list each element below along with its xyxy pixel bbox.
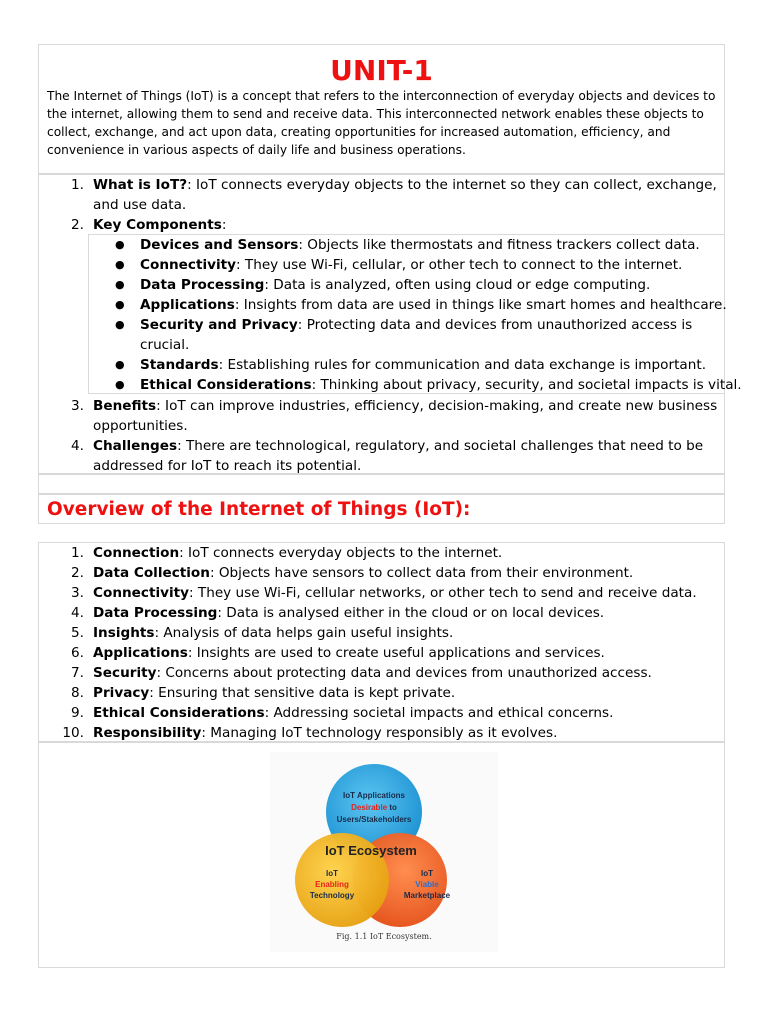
- technology-label-2: Enabling: [315, 880, 349, 889]
- list-text: : Addressing societal impacts and ethical concerns.: [264, 705, 614, 721]
- bullet-icon: ●: [115, 298, 125, 311]
- list-text: : They use Wi-Fi, cellular networks, or other tech to send and receive data.: [189, 585, 697, 601]
- list-term: Security: [93, 665, 157, 681]
- list-term: Connection: [93, 545, 180, 561]
- bullet-term: Applications: [140, 297, 235, 313]
- applications-label-3: Users/Stakeholders: [336, 815, 412, 824]
- technology-label-3: Technology: [309, 891, 355, 900]
- marketplace-label-3: Marketplace: [403, 891, 451, 900]
- bullet-text: : Establishing rules for communication and data exchange is important.: [218, 357, 707, 373]
- ecosystem-label: IoT Ecosystem: [325, 843, 417, 858]
- list-number: 2.: [71, 217, 84, 233]
- page-title: UNIT-1: [330, 54, 433, 87]
- intro-paragraph: The Internet of Things (IoT) is a concept that refers to the interconnection of everyday objects and devices to the internet, allowing them to send and receive data. This interconnected network enables these objects to collect, exchange, and act upon data, creating opportunities for increased automation, efficiency, and convenience in various aspects of daily life and business operations.: [47, 89, 716, 157]
- list-text: : Concerns about protecting data and devices from unauthorized access.: [156, 665, 652, 681]
- list-term: Challenges: [93, 438, 178, 454]
- list-text: : Managing IoT technology responsibly as it evolves.: [201, 725, 558, 741]
- list-number: 5.: [71, 625, 84, 641]
- bullet-term: Devices and Sensors: [140, 237, 299, 253]
- applications-label-2: Desirable to: [351, 803, 397, 812]
- list-term: Responsibility: [93, 725, 202, 741]
- list-number: 3.: [71, 585, 84, 601]
- list-text: : IoT connects everyday objects to the internet so they can collect, exchange,: [187, 177, 717, 193]
- list-text: : There are technological, regulatory, and societal challenges that need to be: [177, 438, 704, 454]
- list-text: : Objects have sensors to collect data from their environment.: [209, 565, 634, 581]
- list-text: :: [221, 217, 227, 233]
- list-text: opportunities.: [93, 418, 188, 434]
- list-number: 9.: [71, 705, 84, 721]
- bullet-text: crucial.: [140, 337, 190, 353]
- applications-label-1: IoT Applications: [343, 791, 405, 800]
- bullet-icon: ●: [115, 258, 125, 271]
- list-number: 10.: [62, 725, 84, 741]
- bullet-text: : They use Wi-Fi, cellular, or other tech to connect to the internet.: [236, 257, 683, 273]
- venn-diagram: [270, 752, 498, 932]
- list-term: Applications: [93, 645, 188, 661]
- list-text: : IoT can improve industries, efficiency, decision-making, and create new business: [156, 398, 718, 414]
- bullet-text: : Protecting data and devices from unauthorized access is: [297, 317, 693, 333]
- list-term: What is IoT?: [93, 177, 188, 193]
- spacer-row: [38, 474, 725, 494]
- bullet-term: Ethical Considerations: [140, 377, 312, 393]
- bullet-term: Standards: [140, 357, 219, 373]
- list-term: Key Components: [93, 217, 222, 233]
- list-term: Benefits: [93, 398, 157, 414]
- list-term: Connectivity: [93, 585, 189, 601]
- list-number: 6.: [71, 645, 84, 661]
- bullet-term: Data Processing: [140, 277, 265, 293]
- bullet-text: : Objects like thermostats and fitness trackers collect data.: [298, 237, 700, 253]
- list-text: : Ensuring that sensitive data is kept private.: [149, 685, 456, 701]
- list-number: 4.: [71, 438, 84, 454]
- bullet-icon: ●: [115, 378, 125, 391]
- marketplace-label-2: Viable: [415, 880, 439, 889]
- list-text: : Data is analysed either in the cloud or on local devices.: [217, 605, 605, 621]
- bullet-text: : Insights from data are used in things like smart homes and healthcare.: [234, 297, 727, 313]
- list-number: 1.: [71, 177, 84, 193]
- list-text: : IoT connects everyday objects to the internet.: [179, 545, 503, 561]
- bullet-text: : Thinking about privacy, security, and societal impacts is vital.: [311, 377, 742, 393]
- overview-heading: Overview of the Internet of Things (IoT):: [47, 499, 471, 520]
- technology-label-1: IoT: [326, 869, 338, 878]
- bullet-term: Connectivity: [140, 257, 236, 273]
- overview-heading-box: [38, 494, 725, 524]
- list-number: 7.: [71, 665, 84, 681]
- list-number: 1.: [71, 545, 84, 561]
- bullet-text: : Data is analyzed, often using cloud or edge computing.: [264, 277, 651, 293]
- list-term: Data Collection: [93, 565, 210, 581]
- list-text: : Analysis of data helps gain useful insights.: [154, 625, 454, 641]
- bullet-term: Security and Privacy: [140, 317, 298, 333]
- list-term: Data Processing: [93, 605, 218, 621]
- list-term: Insights: [93, 625, 155, 641]
- intro-section: [38, 44, 725, 174]
- list-number: 4.: [71, 605, 84, 621]
- list-text: addressed for IoT to reach its potential.: [93, 458, 362, 474]
- iot-ecosystem-diagram: [270, 752, 498, 952]
- list-text: : Insights are used to create useful applications and services.: [187, 645, 605, 661]
- bullet-icon: ●: [115, 358, 125, 371]
- list-number: 2.: [71, 565, 84, 581]
- list-text: and use data.: [93, 197, 187, 213]
- list-term: Ethical Considerations: [93, 705, 265, 721]
- bullet-icon: ●: [115, 318, 125, 331]
- bullet-icon: ●: [115, 278, 125, 291]
- bullet-icon: ●: [115, 238, 125, 251]
- list-number: 3.: [71, 398, 84, 414]
- marketplace-label-1: IoT: [421, 869, 433, 878]
- figure-caption: Fig. 1.1 IoT Ecosystem.: [336, 932, 432, 941]
- list-number: 8.: [71, 685, 84, 701]
- list-term: Privacy: [93, 685, 150, 701]
